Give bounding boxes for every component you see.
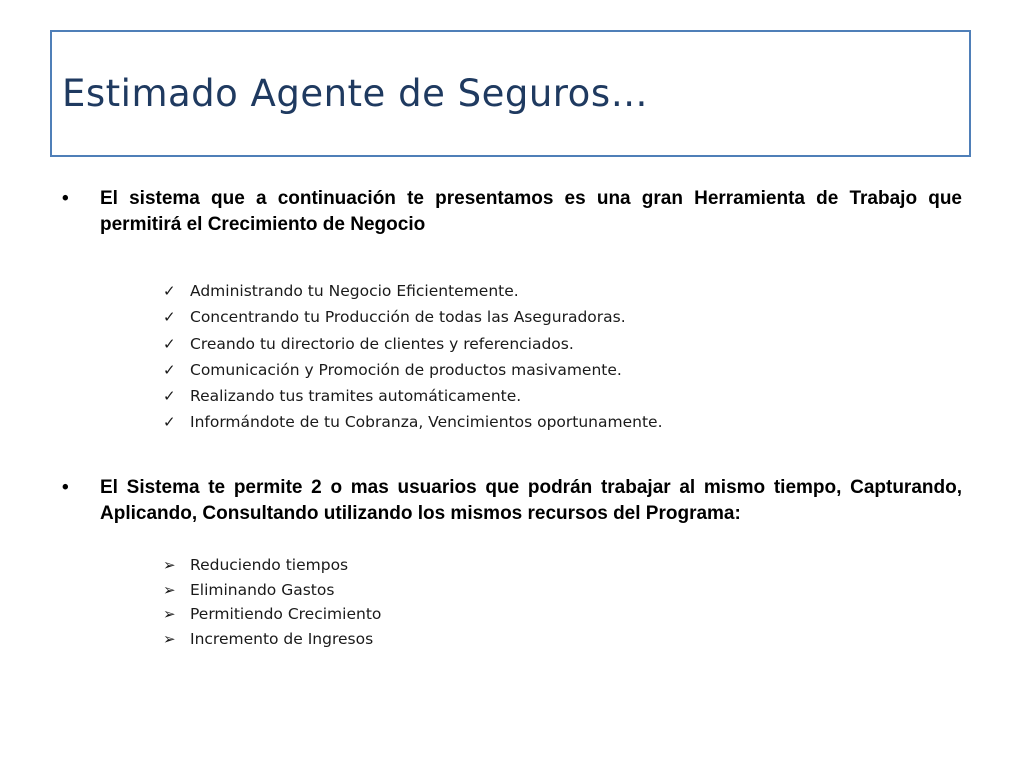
list-item-text: Permitiendo Crecimiento <box>190 605 382 623</box>
slide-title: Estimado Agente de Seguros… <box>62 72 649 115</box>
checkmark-icon: ✓ <box>163 387 176 406</box>
title-box <box>50 30 971 157</box>
checkmark-icon: ✓ <box>163 360 176 379</box>
list-item <box>163 384 663 410</box>
list-item <box>163 554 381 579</box>
list-item-text: Concentrando tu Producción de todas las Aseguradoras. <box>190 308 626 327</box>
list-item-text: Eliminando Gastos <box>190 580 335 599</box>
list-item-text: Informándote de tu Cobranza, Vencimientos oportunamente. <box>190 413 663 432</box>
bullet-dot: • <box>62 477 69 498</box>
list-item-text: Comunicación y Promoción de productos masivamente. <box>190 360 622 379</box>
arrowhead-bullet-icon: ➢ <box>163 629 176 648</box>
list-item <box>163 358 663 384</box>
arrowhead-bullet-icon: ➢ <box>163 556 176 574</box>
list-item <box>163 279 663 305</box>
list-item <box>163 410 663 436</box>
list-item-text: Reduciendo tiempos <box>190 556 349 574</box>
checkmark-icon: ✓ <box>163 334 176 353</box>
list-item-text: Administrando tu Negocio Eficientemente. <box>190 282 519 300</box>
arrow-list <box>163 554 381 652</box>
checklist <box>163 279 663 437</box>
list-item <box>163 332 663 358</box>
arrowhead-bullet-icon: ➢ <box>163 605 176 623</box>
list-item-text: Creando tu directorio de clientes y referenciados. <box>190 334 574 353</box>
main-bullet-2 <box>62 475 962 527</box>
list-item <box>163 628 381 653</box>
list-item <box>163 603 381 628</box>
checkmark-icon: ✓ <box>163 413 176 432</box>
list-item <box>163 305 663 331</box>
arrowhead-bullet-icon: ➢ <box>163 580 176 599</box>
bullet-1-text: El sistema que a continuación te presentamos es una gran Herramienta de Trabajo que permitirá el Crecimiento de Negocio <box>100 188 962 235</box>
list-item-text: Realizando tus tramites automáticamente. <box>190 387 522 406</box>
checkmark-icon: ✓ <box>163 282 176 300</box>
checkmark-icon: ✓ <box>163 308 176 327</box>
main-bullet-1 <box>62 186 962 238</box>
list-item <box>163 579 381 604</box>
bullet-2-text: El Sistema te permite 2 o mas usuarios que podrán trabajar al mismo tiempo, Capturando, Aplicando, Consultando utilizando los mismos recursos del Programa: <box>100 477 962 524</box>
list-item-text: Incremento de Ingresos <box>190 629 374 648</box>
bullet-dot: • <box>62 188 69 209</box>
